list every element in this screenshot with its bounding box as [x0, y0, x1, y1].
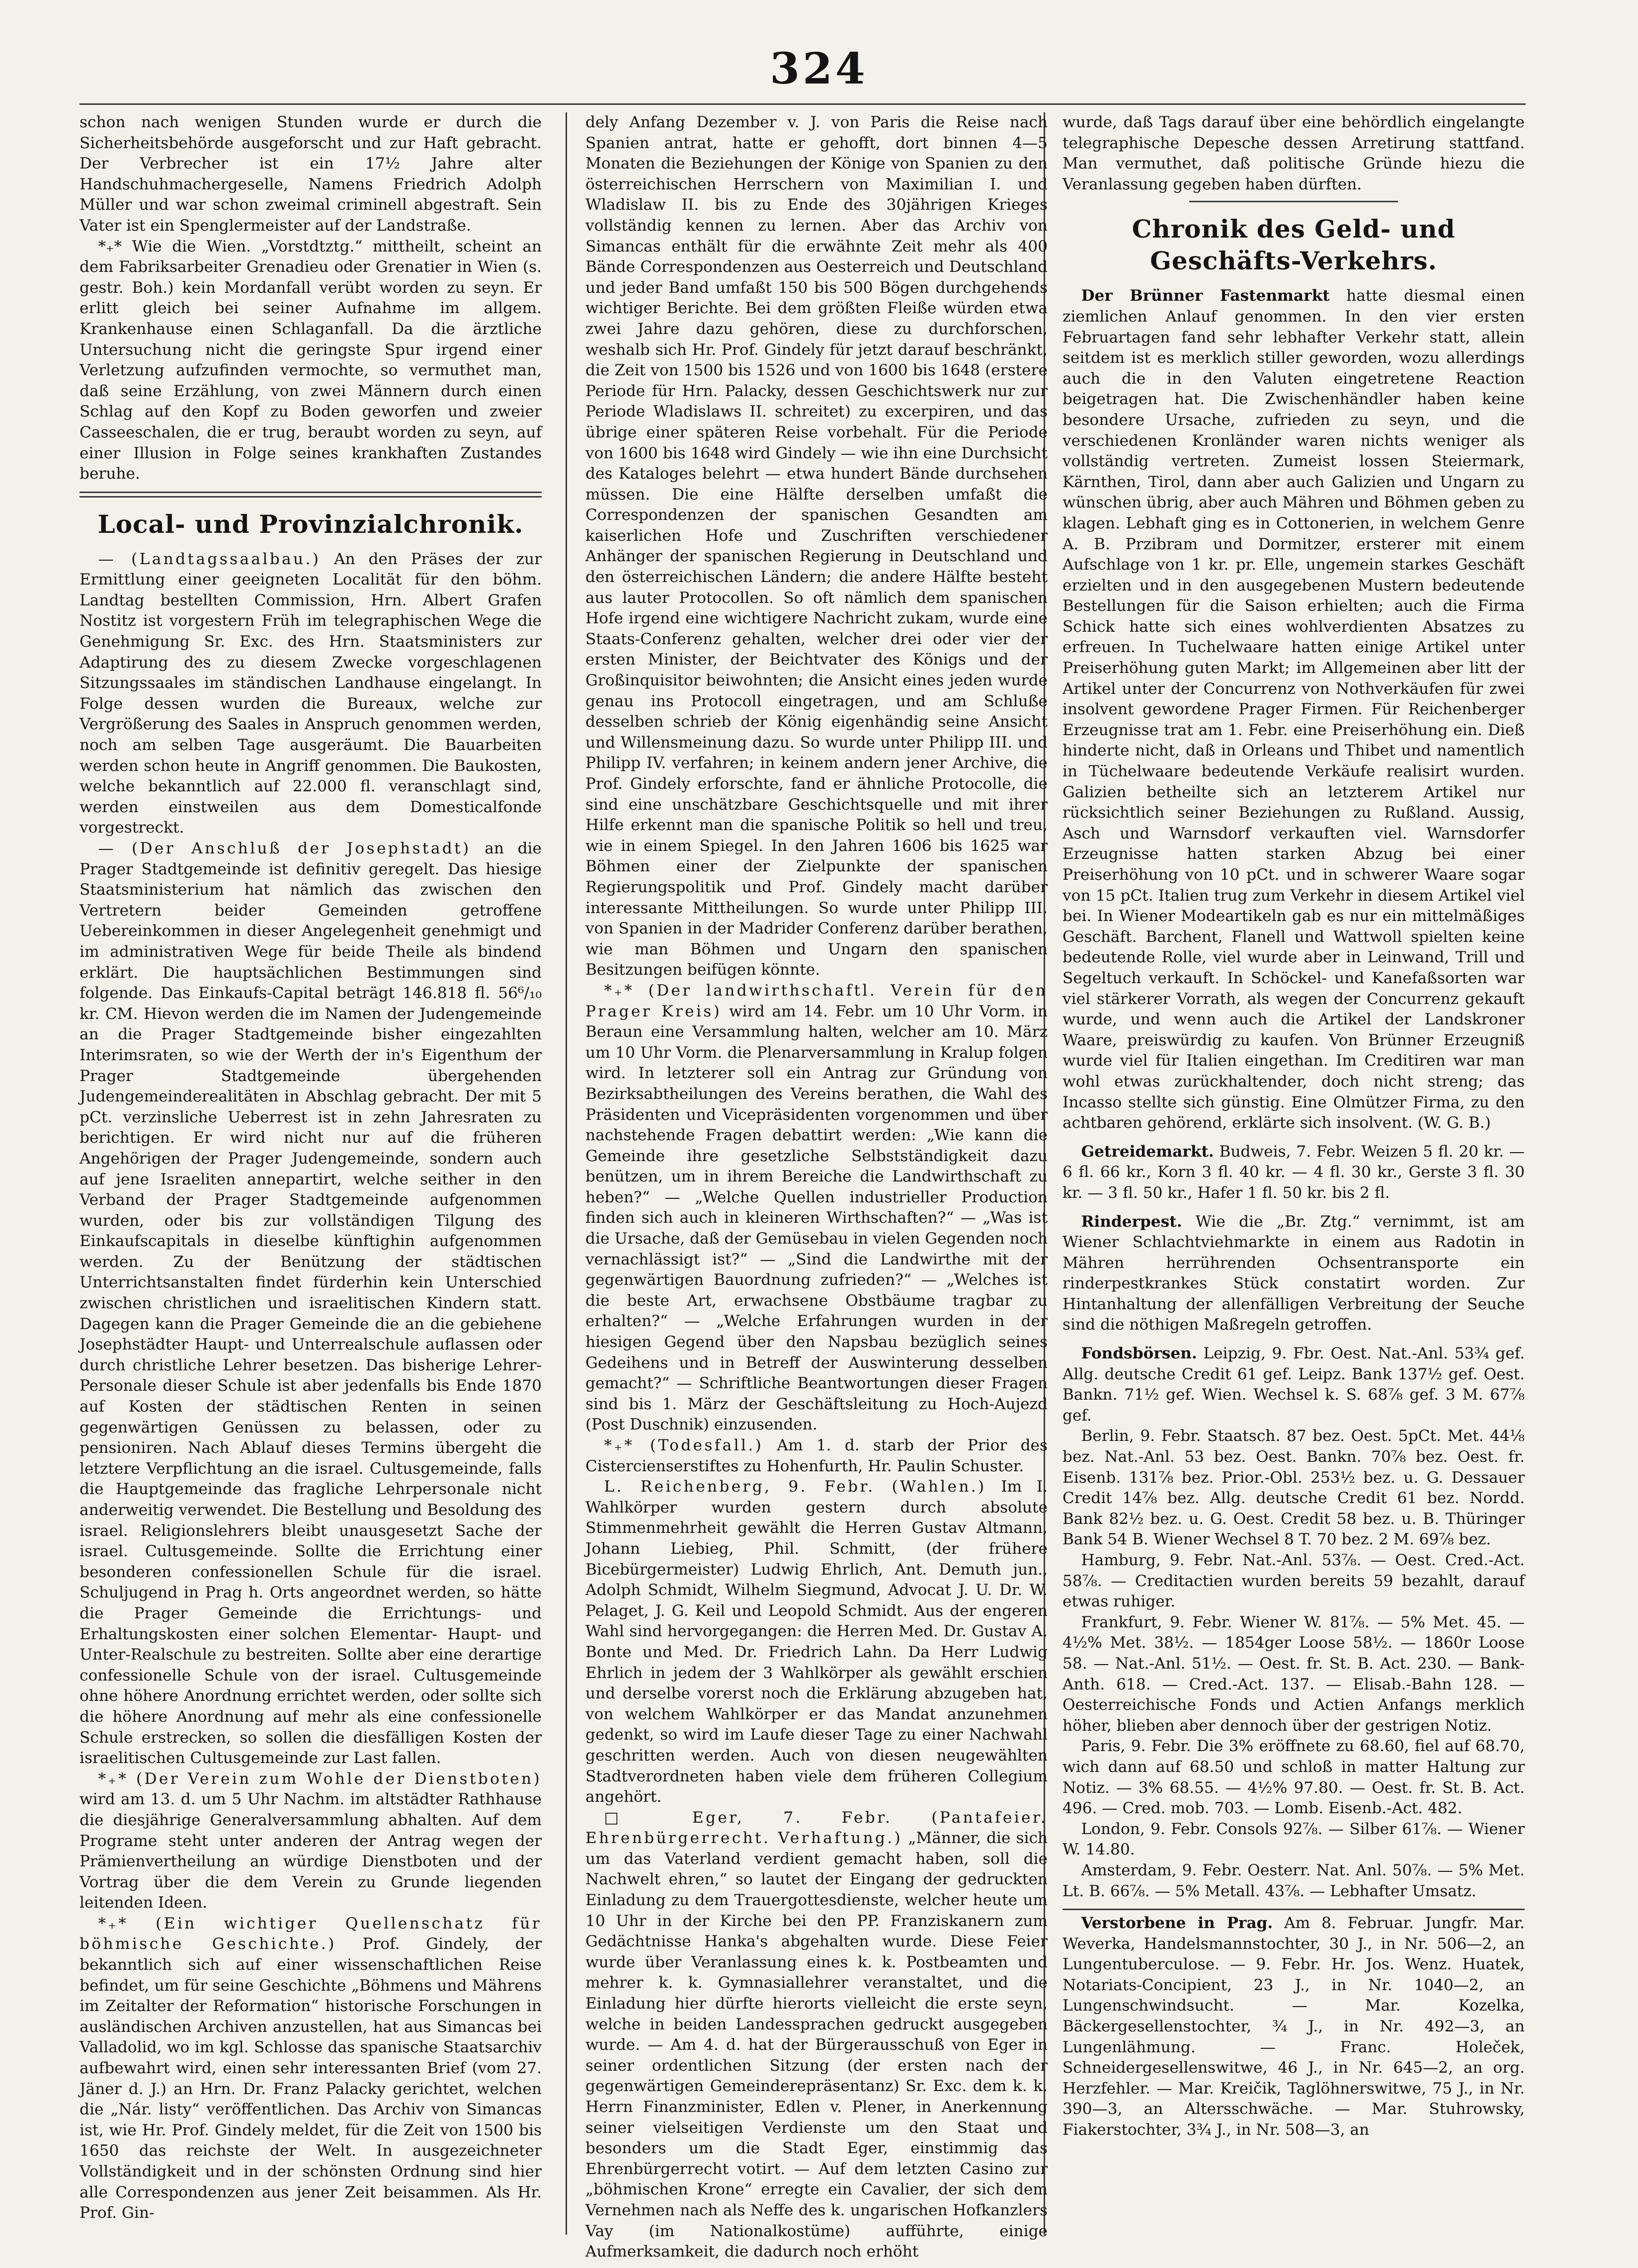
- article-heading: — (Landtagssaalbau.): [98, 550, 321, 568]
- article-paragraph: [1063, 1913, 1525, 2141]
- article-body: Am 8. Februar. Jungfr. Mar. Weverka, Handelsmannstochter, 30 J., in Nr. 506—2, an Lungentuberculose. — 9. Febr. Hr. Jos. Wenz. Huatek, Notariats-Concipient, 23 J., in Nr. 1040—2, an Lungenschwindsucht. — Mar. Kozelka, Bäckergesellenstochter, ¾ J., in Nr. 492—3, an Lungenlähmung. — Franc. Holeček, Schneidergesellenswitwe, 46 J., in Nr. 645—2, an org. Herzfehler. — Mar. Kreičik, Taglöhnerswitwe, 75 J., in Nr. 390—3, an Altersschwäche. — Mar. Stuhrowsky, Fiakerstochter, 3¾ J., in Nr. 508—3, an: [1063, 1914, 1525, 2139]
- article-body: hatte diesmal einen ziemlichen Anlauf genommen. In den vier ersten Februartagen fand sehr lebhafter Verkehr statt, allein seitdem ist es merklich stiller geworden, wozu allerdings auch die in den Valuten eingetretene Reaction beigetragen hat. Die Zwischenhändler haben keine besondere Ursache, zufrieden zu seyn, und die verschiedenen Kronländer waren nichts weniger als vollständig vertreten. Zumeist lossen Steiermark, Kärnthen, Tirol, dann aber auch Galizien und Ungarn zu wünschen übrig, aber auch Mähren und Böhmen geben zu klagen. Lebhaft ging es in Cottonerien, in welchem Genre A. B. Przibram und Dormitzer, ersterer mit einem Aufschlage von 1 kr. pr. Elle, ungemein starkes Geschäft erzielten und in den ausgegebenen Mustern bedeutende Bestellungen für die Saison erhielten; auch die Firma Schick hatte sich eines wohlverdienten Absatzes zu erfreuen. In Tuchelwaare hatten einige Artikel unter Preiserhöhung guten Markt; im Allgemeinen aber litt der Artikel unter der Concurrenz von Nothverkäufen für zwei insolvent gewordene Prager Firmen. Für Reichenberger Erzeugnisse trat am 1. Febr. eine Preiserhöhung ein. Dieß hinderte nicht, daß in Orleans und Thibet und namentlich in Tüchelwaare bedeutende Verkäufe realisirt wurden. Galizien betheilte sich an letzterem Artikel nur rücksichtlich seiner Beziehungen zu Rußland. Aussig, Asch und Warnsdorf verkauften viel. Warnsdorfer Erzeugnisse hatten starken Abzug bei einer Preiserhöhung von 10 pCt. und in schwerer Waare sogar von 15 pCt. Italien trug zum Verkehr in diesem Artikel viel bei. In Wiener Modeartikeln gab es nur ein mittelmäßiges Geschäft. Barchent, Flanell und Wattwoll spielten keine bedeutende Rolle, viel wurde aber in Leinwand, Trill und Segeltuch verkauft. In Schöckel- und Kanefaßsorten war viel stärkerer Vorrath, als wegen der Concurrenz gekauft wurde, und wenn auch die Artikel der Landskroner Waare, preiswürdig zu kaufen. Von Brünner Erzeugniß wurde viel für Italien eingethan. Im Creditiren war man wohl etwas zurückhaltender, doch nicht streng; das Incasso stellte sich günstig. Eine Olmützer Firma, zu den achtbaren gehörend, erklärte sich insolvent. (W. G. B.): [1063, 287, 1525, 1132]
- article-heading: Der Brünner Fastenmarkt: [1081, 287, 1330, 305]
- section-title-finance: Chronik des Geld- und Geschäfts-Verkehrs.: [1132, 214, 1456, 276]
- article-body: Im I. Wahlkörper wurden gestern durch absolute Stimmenmehrheit gewählt die Herren Gustav Altmann, Johann Liebieg, Phil. Schmitt, (der frühere Bicebürgermeister) Ludwig Ehrlich, Ant. Demuth jun., Adolph Schmidt, Wilhelm Siegmund, Advocat J. U. Dr. W. Pelaget, J. G. Keil und Leopold Schmidt. Aus der engeren Wahl sind hervorgegangen: die Herren Med. Dr. Gustav A. Bonte und Med. Dr. Friedrich Lahn. Da Herr Ludwig Ehrlich in jedem der 3 Wahlkörper als gewählt erschien und derselbe vorerst noch die Erklärung abzugeben hat, von welchem Wahlkörper er das Mandat anzunehmen gedenkt, so wird im Laufe dieser Tage zu einer Nachwahl geschritten werden. Auch von diesen neugewählten Stadtverordneten haben viele dem früheren Collegium angehört.: [585, 1478, 1048, 1806]
- column-1: [80, 112, 542, 2235]
- article-paragraph: [80, 1769, 542, 1914]
- article-heading: Verstorbene in Prag.: [1081, 1914, 1273, 1932]
- article-paragraph: [1063, 286, 1525, 1133]
- article-heading: L. Reichenberg, 9. Febr. (Wahlen.): [604, 1478, 986, 1496]
- article-body: Prof. Gindely, der bekanntlich sich auf einer wissenschaftlichen Reise befindet, um für seine Geschichte „Böhmens und Mährens im Zeitalter der Reformation“ historische Forschungen in ausländischen Archiven anzustellen, hat aus Simancas bei Valladolid, wo im kgl. Schlosse das spanische Staatsarchiv aufbewahrt wird, einen sehr interessanten Brief (vom 27. Jäner d. J.) an Hrn. Dr. Franz Palacky gerichtet, welchen die „Nár. listy“ veröffentlichen. Das Archiv von Simancas ist, wie Hr. Prof. Gindely meldet, für die Zeit von 1500 bis 1650 das reichste der Welt. In ausgezeichneter Vollständigkeit und in der schönsten Ordnung sind hier alle Correspondenzen aus jener Zeit beisammen. Als Hr. Prof. Gin-: [80, 1935, 542, 2222]
- article-paragraph: [585, 1808, 1048, 2263]
- article-body: Leipzig, 9. Fbr. Oest. Nat.-Anl. 53¾ gef. Allg. deutsche Credit 61 gef. Leipz. Bank 137½ gef. Oest. Bankn. 71½ gef. Wien. Wechsel k. S. 68⅞ gef. 3 M. 67⅞ gef.: [1063, 1344, 1525, 1425]
- article-heading: □ Eger, 7. Febr. (Pantafeier. Ehrenbürgerrecht. Verhaftung.): [585, 1808, 1048, 1848]
- article-heading: *₊* (Ein wichtiger Quellenschatz für böhmische Geschichte.): [80, 1914, 542, 1953]
- article-body: Budweis, 7. Febr. Weizen 5 fl. 20 kr. — 6 fl. 66 kr., Korn 3 fl. 40 kr. — 4 fl. 30 kr., Gerste 3 fl. 30 kr. — 3 fl. 50 kr., Hafer 1 fl. 50 kr. bis 2 fl.: [1063, 1142, 1525, 1202]
- column-2: [585, 112, 1048, 2261]
- article-body: Am 1. d. starb der Prior des Cistercienserstiftes zu Hohenfurth, Hr. Paulin Schuster.: [585, 1436, 1048, 1475]
- article-continuation: schon nach wenigen Stunden wurde er durch die Sicherheitsbehörde ausgeforscht und zur Haft gebracht. Der Verbrecher ist ein 17½ Jahre alter Handschuhmachergeselle, Namens Friedrich Adolph Müller und war schon zweimal criminell abgestraft. Sein Vater ist ein Spenglermeister auf der Landstraße.: [80, 113, 542, 235]
- article-heading: Getreidemarkt.: [1081, 1142, 1214, 1161]
- article-body: Wie die „Br. Ztg.“ vernimmt, ist am Wiener Schlachtviehmarkte in einem aus Radotin in Mähren herrührenden Ochsentransporte ein rinderpestkrankes Stück constatirt worden. Zur Hintanhaltung der allenfälligen Verbreitung der Seuche sind die nöthigen Maßregeln getroffen.: [1063, 1212, 1525, 1334]
- article-body: An den Präses der zur Ermittlung einer geeigneten Localität für den böhm. Landtag bestellten Commission, Hrn. Albert Grafen Nostitz ist vorgestern Früh im telegraphischen Wege die Genehmigung Sr. Exc. des Hrn. Staatsministers zur Adaptirung des zu diesem Zwecke vorgeschlagenen Sitzungssaales im ständischen Landhause eingelangt. In Folge dessen wurden die Bureaux, welche zur Vergrößerung des Saales in Anspruch genommen werden, noch am selben Tage ausgeräumt. Die Bauarbeiten werden schon heute in Angriff genommen. Die Baukosten, welche bekanntlich auf 22.000 fl. veranschlagt sind, werden einstweilen aus dem Domesticalfonde vorgestreckt.: [80, 550, 542, 837]
- section-rule: [1063, 1909, 1525, 1910]
- article-body: an die Prager Stadtgemeinde ist definitiv geregelt. Das hiesige Staatsministerium hat nämlich das zwischen den Vertretern beider Gemeinden getroffene Uebereinkommen in dieser Angelegenheit genehmigt und im administrativen Wege für beide Theile als bindend erklärt. Die hauptsächlichen Bestimmungen sind folgende. Das Einkaufs-Capital beträgt 146.818 fl. 56⁶/₁₀ kr. CM. Hievon werden die im Namen der Judengemeinde an die Prager Stadtgemeinde bisher eingezahlten Interimsraten, so wie der Werth der in's Eigenthum der Prager Stadtgemeinde übergehenden Judengemeinderealitäten in Abschlag gebracht. Der mit 5 pCt. verzinsliche Ueberrest ist in zehn Jahresraten zu berichtigen. Er wird nicht nur auf die früheren Angehörigen der Prager Judengemeinde, sondern auch auf jene Israeliten annepartirt, welche seither in den Verband der Prager Stadtgemeinde aufgenommen wurden, oder bis zur vollständigen Tilgung des Einkaufscapitals in dieselbe künftighin aufgenommen werden. Zu der Benützung der städtischen Unterrichtsanstalten findet fürderhin kein Unterschied zwischen christlichen und israelitischen Kindern statt. Dagegen kann die Prager Gemeinde die an die gebiehene Josephstädter Haupt- und Unterrealschule auflassen oder durch christliche Lehrer besetzen. Das bisherige Lehrer-Personale dieser Schule ist aber jedenfalls bis Ende 1870 auf Kosten der städtischen Renten in seinen gegenwärtigen Genüssen zu belassen, oder zu pensioniren. Nach Ablauf dieses Termins übergeht die letztere Verpflichtung an die israel. Cultusgemeinde, falls die Hauptgemeinde das fragliche Lehrpersonale nicht anderweitig verwendet. Die Bestellung und Besoldung des israel. Religionslehrers bleibt unausgesetzt Sache der israel. Cultusgemeinde. Sollte die Errichtung einer besonderen confessionellen Schule für die israel. Schuljugend in Prag h. Orts angeordnet werden, so hätte die Prager Gemeinde die Errichtungs- und Erhaltungskosten einer solchen Elementar- Haupt- und Unter-Realschule zu bestreiten. Sollte aber eine derartige confessionelle Schule von der israel. Cultusgemeinde ohne höhere Anordnung errichtet werden, oder sollte sich die höhere Anordnung auf mehr als eine confessionelle Schule erstrecken, so sollen die diesfälligen Kosten der israelitischen Cultusgemeinde zur Last fallen.: [80, 840, 542, 1767]
- article-heading: — (Der Anschluß der Josephstadt): [98, 840, 471, 857]
- market-report: Frankfurt, 9. Febr. Wiener W. 81⅞. — 5% Met. 45. — 4½% Met. 38½. — 1854ger Loose 58½. — 1860r Loose 58. — Nat.-Anl. 51½. — Oest. fr. St. B. Act. 230. — Bank-Anth. 618. — Cred.-Act. 137. — Elisab.-Bahn 128. — Oesterreichische Fonds und Actien Anfangs merklich höher, blieben aber dennoch über der gestrigen Notiz.: [1063, 1613, 1525, 1735]
- article-paragraph: [80, 549, 542, 839]
- article-paragraph: [1063, 1142, 1525, 1204]
- article-heading: Rinderpest.: [1081, 1212, 1182, 1231]
- market-report: London, 9. Febr. Consols 92⅞. — Silber 61⅞. — Wiener W. 14.80.: [1063, 1820, 1525, 1859]
- column-3: [1063, 112, 1525, 2235]
- article-heading: *₊* (Todesfall.): [604, 1436, 764, 1454]
- article-paragraph: [585, 1435, 1048, 1477]
- article-paragraph: [80, 839, 542, 1769]
- header-rule: [80, 103, 1526, 105]
- article-paragraph: [585, 1477, 1048, 1808]
- article-continuation: dely Anfang Dezember v. J. von Paris die Reise nach Spanien antrat, hatte er gehofft, dort binnen 4—5 Monaten die Beziehungen der Könige von Spanien zu den österreichischen Herrschern von Maximilian I. und Wladislaw II. bis zu Ende des 30jährigen Krieges vollständig kennen zu lernen. Aber das Archiv von Simancas enthält für die erwähnte Zeit mehr als 400 Bände Correspondenzen aus Oesterreich und Deutschland und jeder Band umfaßt 150 bis 500 Bögen durchgehends wichtiger Berichte. Bei dem größten Fleiße würden etwa zwei Jahre dazu gehören, diese zu durchforschen, weshalb sich Hr. Prof. Gindely für jetzt darauf beschränkt, die Zeit von 1500 bis 1526 und von 1600 bis 1648 (erstere Periode für Hrn. Palacky, dessen Geschichtswerk nur zur Periode Wladislaws II. schreitet) zu excerpiren, und das übrige einer späteren Reise vorbehalt. Für die Periode von 1600 bis 1648 wird Gindely — wie ihn eine Durchsicht des Kataloges belehrt — etwa hundert Bände durchsehen müssen. Die eine Hälfte derselben umfaßt die Correspondenzen der spanischen Gesandten am kaiserlichen Hofe und Zuschriften verschiedener Anhänger der spanischen Regierung in Deutschland und den österreichischen Ländern; die andere Hälfte besteht aus lauter Protocollen. So oft nämlich dem spanischen Hofe irgend eine wichtigere Nachricht zukam, wurde eine Staats-Conferenz gehalten, welcher drei oder vier der ersten Minister, der Beichtvater des Königs und der Großinquisitor beiwohnten; die Ansicht eines jeden wurde genau ins Protocoll eingetragen, und am Schluße desselben schrieb der König eigenhändig seine Ansicht und Willensmeinung dazu. So wurde unter Philipp III. und Philipp IV. verfahren; in keinem andern jener Archive, die Prof. Gindely erforschte, fand er ähnliche Protocolle, die sind eine unschätzbare Geschichtsquelle und mit ihrer Hilfe erkennt man die spanische Politik so hell und treu, wie in einem Spiegel. In den Jahren 1606 bis 1625 war Böhmen einer der Zielpunkte der spanischen Regierungspolitik und Prof. Gindely macht darüber interessante Mittheilungen. So wurde unter Philipp III. von Spanien in der Madrider Conferenz darüber berathen, wie man Böhmen und Ungarn den spanischen Besitzungen beifügen könnte.: [585, 113, 1048, 979]
- article-heading: Fondsbörsen.: [1081, 1344, 1197, 1363]
- market-report: Amsterdam, 9. Febr. Oesterr. Nat. Anl. 50⅞. — 5% Met. Lt. B. 66⅞. — 5% Metall. 43⅞. — Lebhafter Umsatz.: [1063, 1861, 1525, 1900]
- section-rule: [80, 492, 542, 493]
- section-rule: [80, 496, 542, 498]
- market-report: Paris, 9. Febr. Die 3% eröffnete zu 68.60, fiel auf 68.70, wich dann auf 68.50 und schloß in matter Haltung zur Notiz. — 3% 68.55. — 4½% 97.80. — Oest. fr. St. B. Act. 496. — Cred. mob. 703. — Lomb. Eisenb.-Act. 482.: [1063, 1737, 1525, 1818]
- article-continuation: wurde, daß Tags darauf über eine behördlich eingelangte telegraphische Depesche dessen Arretirung stattfand. Man vermuthet, daß politische Gründe hiezu die Veranlassung gegeben haben dürften.: [1063, 113, 1525, 193]
- page-number: 324: [770, 44, 868, 94]
- article-paragraph: [1063, 1212, 1525, 1336]
- section-title-local: Local- und Provinzialchronik.: [97, 509, 524, 539]
- spacer: [1063, 1336, 1525, 1344]
- article-body: wird am 13. d. um 5 Uhr Nachm. im altstädter Rathhause die diesjährige Generalversammlung abhalten. Auf dem Programe steht unter anderen der Antrag wegen der Prämienvertheilung an würdige Dienstboten und der Vortrag über die dem Verein zu Grunde liegenden leitenden Ideen.: [80, 1790, 542, 1912]
- spacer: [1063, 1134, 1525, 1142]
- column-divider-1: [566, 112, 567, 2235]
- market-report: Hamburg, 9. Febr. Nat.-Anl. 53⅞. — Oest. Cred.-Act. 58⅞. — Creditactien wurden bereits 59 bezahlt, darauf etwas ruhiger.: [1063, 1551, 1525, 1611]
- article-body: wird am 14. Febr. um 10 Uhr Vorm. in Beraun eine Versammlung halten, welcher am 10. März um 10 Uhr Vorm. die Plenarversammlung in Kralup folgen wird. In letzterer soll ein Antrag zur Gründung von Bezirksabtheilungen des Vereins berathen, die Wahl des Präsidenten und Vicepräsidenten vorgenommen und über nachstehende Fragen debattirt werden: „Wie kann die Gemeinde ihre gesetzliche Selbstständigkeit dazu benützen, um in ihrem Bereiche die Landwirthschaft zu heben?“ — „Welche Quellen industrieller Production finden sich auch in kleineren Wirthschaften?“ — „Was ist die Ursache, daß der Gemüsebau in vielen Gegenden noch vernachlässigt ist?“ — „Sind die Landwirthe mit der gegenwärtigen Bauordnung zufrieden?“ — „Welches ist die beste Art, erwachsene Obstbäume tragbar zu erhalten?“ — „Welche Erfahrungen wurden in der hiesigen Gegend über den Napsbau bezüglich seines Gedeihens und in Betreff der Auswinterung desselben gemacht?“ — Schriftliche Beantwortungen dieser Fragen sind bis 1. März der Geschäftsleitung zu Hoch-Aujezd (Post Duschnik) einzusenden.: [585, 1002, 1048, 1434]
- market-report: Berlin, 9. Febr. Staatsch. 87 bez. Oest. 5pCt. Met. 44⅛ bez. Nat.-Anl. 53 bez. Oest. Bankn. 70⅞ bez. Oest. fr. Eisenb. 131⅞ bez. Prior.-Obl. 253½ bez. u. G. Dessauer Credit 14⅞ bez. Allg. deutsche Credit 61 bez. Nordd. Bank 82½ bez. u. G. Oest. Credit 58 bez. u. B. Thüringer Bank 54 B. Wiener Wechsel 8 T. 70 bez. 2 M. 69⅞ bez.: [1063, 1427, 1525, 1549]
- short-rule: [1189, 201, 1398, 202]
- article-body: „Männer, die sich um das Vaterland verdient gemacht haben, soll die Nachwelt ehren,“ so lautet der Eingang der gedruckten Einladung zu dem Trauergottesdienste, welcher heute um 10 Uhr in der Kirche bei den PP. Franziskanern zum Gedächtnisse Hanka's abgehalten wurde. Diese Feier wurde über Veranlassung eines k. k. Postbeamten und mehrer k. k. Gymnasiallehrer veranstaltet, und die Einladung hier dürfte hierorts vielleicht die erste seyn, welche in beiden Landessprachen gedruckt ausgegeben wurde. — Am 4. d. hat der Bürgerausschuß von Eger in seiner ordentlichen Sitzung (der ersten nach der gegenwärtigen Gemeinderepräsentanz) Sr. Exc. dem k. k. Herrn Finanzminister, Edlen v. Plener, in Anerkennung seiner vielseitigen Verdienste um den Staat und besonders um die Stadt Eger, einstimmig das Ehrenbürgerrecht votirt. — Auf dem letzten Casino zur „böhmischen Krone“ erregte ein Cavalier, der sich dem Vernehmen nach als Neffe des k. ungarischen Hofkanzlers Vay (im Nationalkostüme) aufführte, einige Aufmerksamkeit, die dadurch noch erhöht: [585, 1829, 1048, 2261]
- article-paragraph: *₊* Wie die Wien. „Vorstdtztg.“ mittheilt, scheint an dem Fabriksarbeiter Grenadieu oder Grenatier in Wien (s. gestr. Boh.) kein Mordanfall verübt worden zu seyn. Er erlitt gleich bei seiner Aufnahme im allgem. Krankenhause einen Schlaganfall. Da die ärztliche Untersuchung nicht die geringste Spur irgend einer Verletzung aufzufinden vermochte, so vermuthet man, daß seine Erzählung, von zwei Männern durch einen Schlag auf den Kopf zu Boden geworfen und zweier Casseeschalen, die er trug, beraubt worden zu seyn, auf einer Illusion in Folge seines krankhaften Zustandes beruhe.: [80, 237, 542, 483]
- article-heading: *₊* (Der Verein zum Wohle der Dienstboten): [98, 1769, 542, 1788]
- article-paragraph: [80, 1914, 542, 2224]
- article-paragraph: [585, 981, 1048, 1435]
- spacer: [1063, 1204, 1525, 1212]
- article-heading: *₊* (Der landwirthschaftl. Verein für den Prager Kreis): [585, 981, 1048, 1020]
- article-paragraph: [1063, 1344, 1525, 1426]
